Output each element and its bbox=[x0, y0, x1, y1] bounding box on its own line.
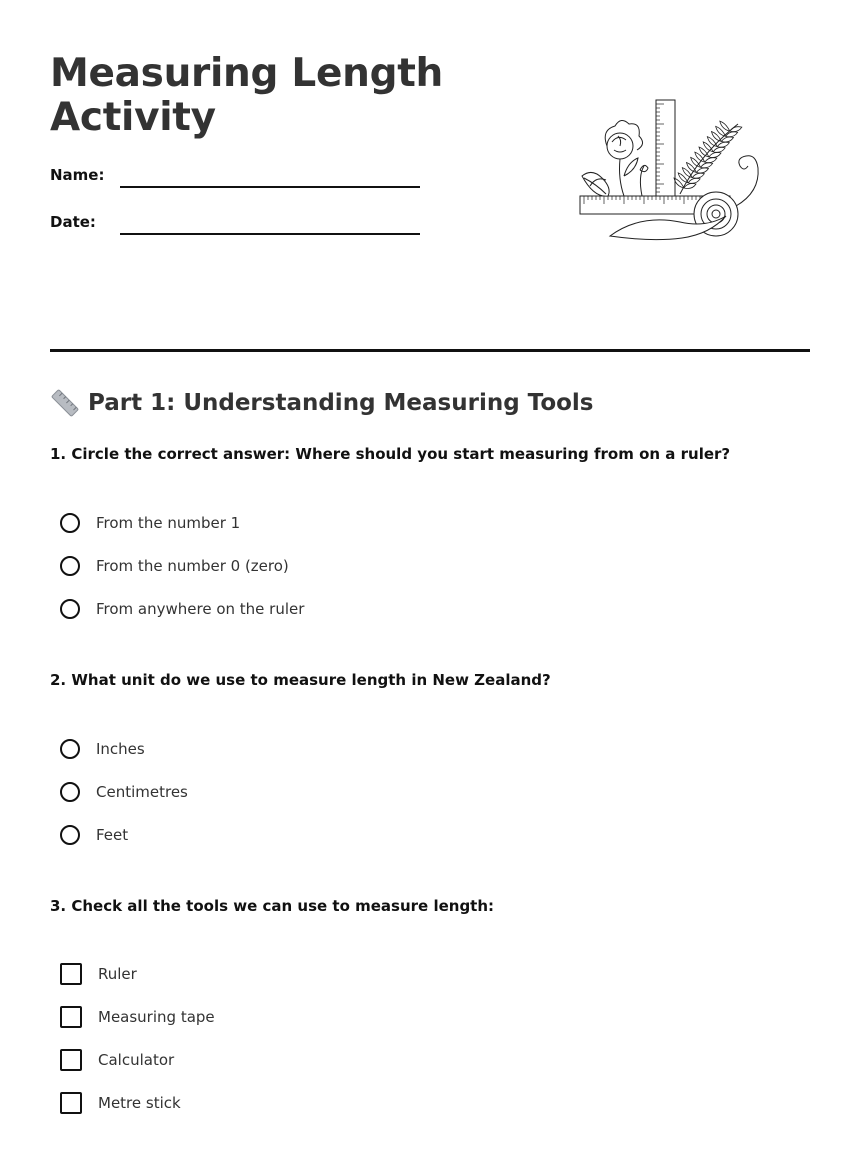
question-2: 2. What unit do we use to measure length in New Zealand? bbox=[50, 671, 551, 689]
checkbox[interactable] bbox=[60, 1049, 82, 1071]
question-1: 1. Circle the correct answer: Where should you start measuring from on a ruler? bbox=[50, 445, 731, 463]
radio-circle[interactable] bbox=[60, 513, 80, 533]
question-3: 3. Check all the tools we can use to measure length: bbox=[50, 897, 495, 915]
radio-circle[interactable] bbox=[60, 782, 80, 802]
option-label: Centimetres bbox=[96, 783, 188, 801]
radio-circle[interactable] bbox=[60, 556, 80, 576]
option-label: Inches bbox=[96, 740, 145, 758]
name-field[interactable] bbox=[120, 186, 420, 188]
date-field[interactable] bbox=[120, 233, 420, 235]
option-2-3[interactable] bbox=[60, 823, 128, 847]
option-3-2[interactable] bbox=[60, 1005, 215, 1029]
option-label: Measuring tape bbox=[98, 1008, 215, 1026]
option-3-4[interactable] bbox=[60, 1091, 181, 1115]
radio-circle[interactable] bbox=[60, 599, 80, 619]
option-label: From anywhere on the ruler bbox=[96, 600, 305, 618]
option-1-1[interactable] bbox=[60, 511, 240, 535]
option-label: Metre stick bbox=[98, 1094, 181, 1112]
section-divider bbox=[50, 349, 810, 352]
section-header bbox=[50, 388, 594, 418]
option-label: Feet bbox=[96, 826, 129, 844]
ruler-icon bbox=[50, 388, 80, 418]
checkbox[interactable] bbox=[60, 1006, 82, 1028]
option-label: Calculator bbox=[98, 1051, 175, 1069]
ruler-flowers-illustration bbox=[576, 96, 766, 246]
checkbox[interactable] bbox=[60, 963, 82, 985]
option-2-2[interactable] bbox=[60, 780, 188, 804]
option-label: From the number 0 (zero) bbox=[96, 557, 289, 575]
option-3-3[interactable] bbox=[60, 1048, 174, 1072]
option-1-3[interactable] bbox=[60, 597, 304, 621]
name-label: Name: bbox=[50, 166, 105, 184]
checkbox[interactable] bbox=[60, 1092, 82, 1114]
option-label: Ruler bbox=[98, 965, 137, 983]
page-title: Measuring Length Activity bbox=[50, 51, 444, 140]
date-label: Date: bbox=[50, 213, 96, 231]
section-title: Part 1: Understanding Measuring Tools bbox=[88, 390, 594, 416]
option-1-2[interactable] bbox=[60, 554, 289, 578]
radio-circle[interactable] bbox=[60, 739, 80, 759]
option-label: From the number 1 bbox=[96, 514, 241, 532]
option-2-1[interactable] bbox=[60, 737, 145, 761]
radio-circle[interactable] bbox=[60, 825, 80, 845]
option-3-1[interactable] bbox=[60, 962, 137, 986]
